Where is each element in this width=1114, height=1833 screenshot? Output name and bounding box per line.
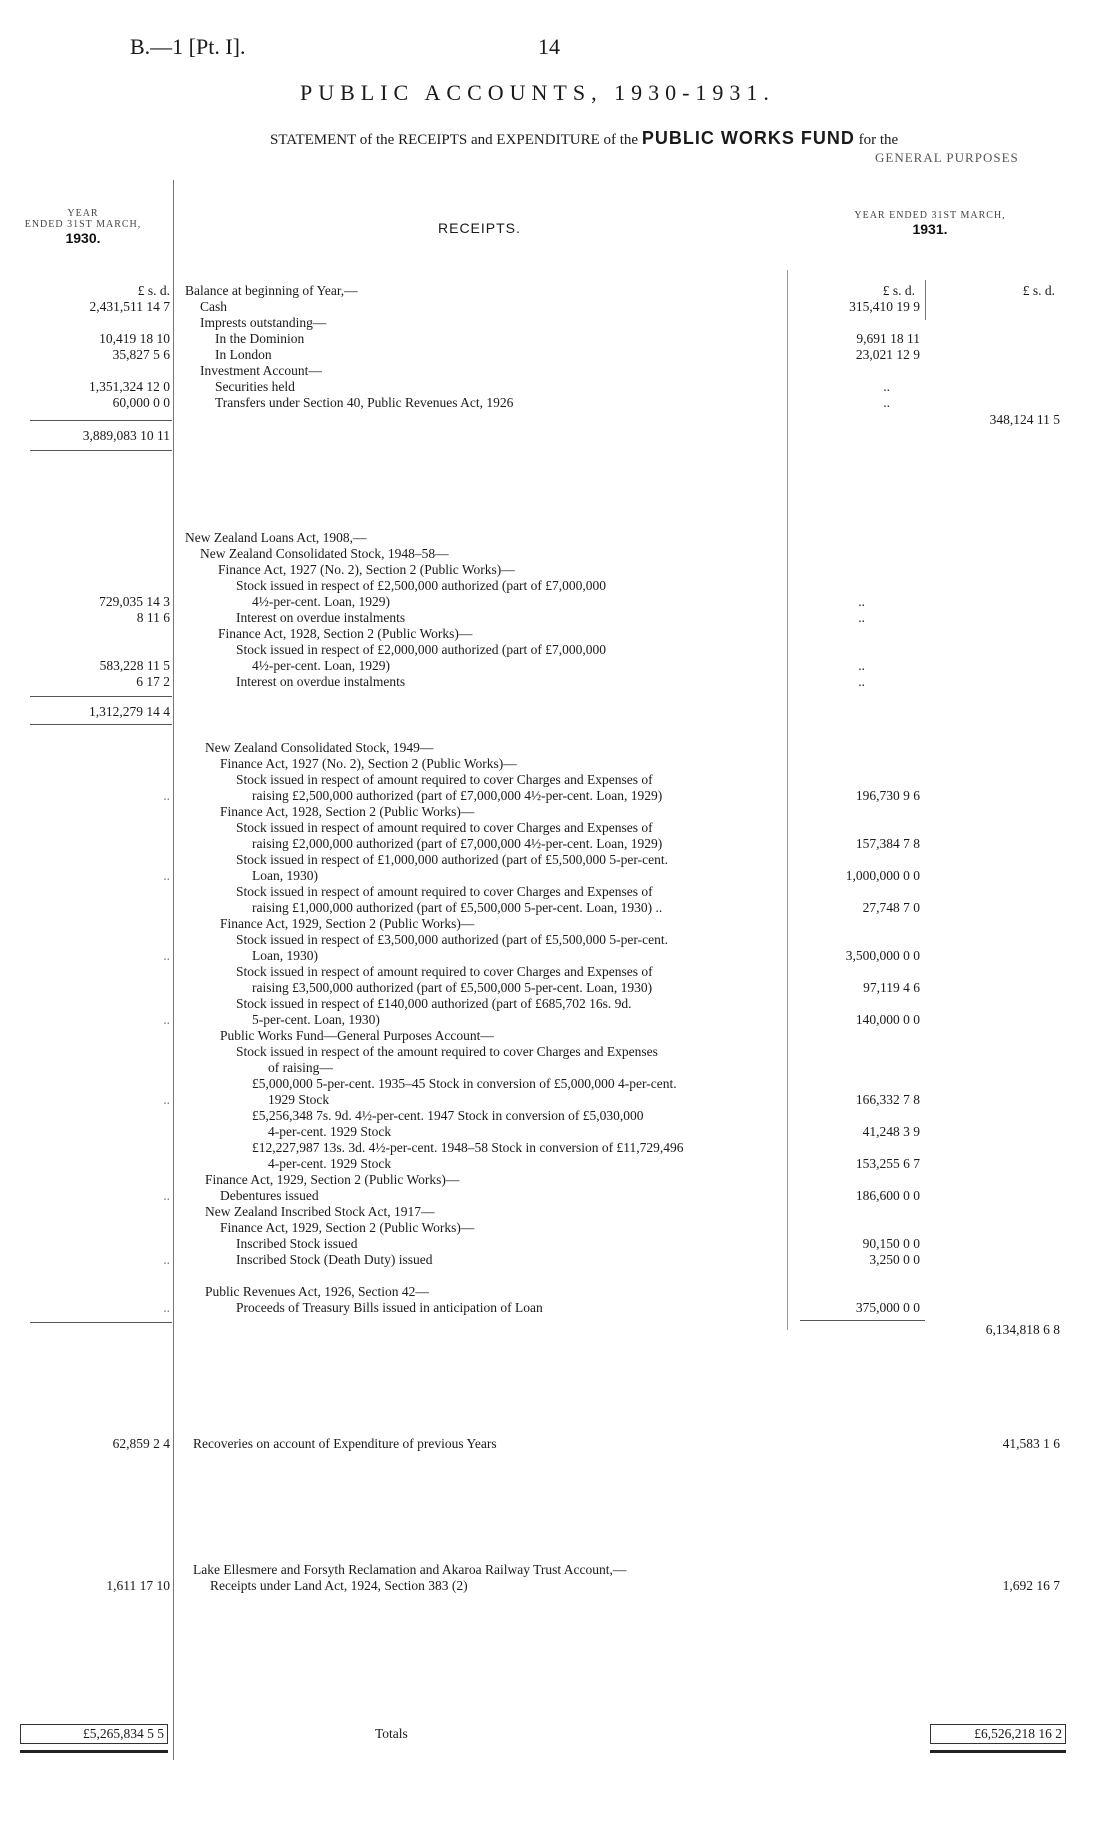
s3-line-23: 1929 Stock [268,1092,330,1107]
interest-1928-1930: 6 17 2 [136,674,170,689]
left-lsd-header: £ s. d. [137,283,170,298]
balance-total-1930: 3,889,083 10 11 [82,428,170,443]
transfers-label: Transfers under Section 40, Public Revenues Act, 1926 [215,395,514,410]
interest-1927-1931: .. [858,610,865,625]
securities-1931: .. [883,379,890,394]
s3-left-dots-7: .. [163,1252,170,1267]
dominion-1931: 9,691 18 11 [856,331,920,346]
left-column-rule [173,180,174,1760]
totals-label: Totals [375,1726,408,1741]
s3-value-16: 97,119 4 6 [863,980,920,995]
totals-right-double-rule [930,1750,1066,1753]
stock-1928-1931: .. [858,658,865,673]
sec2-left-rule [30,696,172,697]
interest-1927-1930: 8 11 6 [136,610,170,625]
stock-1928-1930: 583,228 11 5 [99,658,170,673]
recoveries-1931: 41,583 1 6 [1002,1436,1060,1451]
interest-overdue-1927: Interest on overdue instalments [236,610,406,625]
s3-left-rule [30,1322,172,1323]
s3-line-17: Stock issued in respect of £140,000 authorized (part of £685,702 16s. 9d. [236,996,632,1011]
s3-line-22: £5,000,000 5-per-cent. 1935–45 Stock in conversion of £5,000,000 4-per-cent. [252,1076,677,1091]
statement-subtitle [270,128,898,149]
s3-line-31: Finance Act, 1929, Section 2 (Public Works)— [220,1220,475,1235]
stock-issued-1928-line1: Stock issued in respect of £2,000,000 authorized (part of £7,000,000 [236,642,607,657]
stock-issued-1928-line2: 4½-per-cent. Loan, 1929) [252,658,391,673]
london-1930: 35,827 5 6 [112,347,170,362]
s3-line-4: raising £2,500,000 authorized (part of £7,000,000 4½-per-cent. Loan, 1929) [252,788,663,803]
cash-label: Cash [200,299,227,314]
sec2-left-rule-bottom [30,724,172,725]
subtitle-part-c: for the [858,132,899,148]
nz-loans-act-heading: New Zealand Loans Act, 1908,— [185,530,367,545]
s3-left-dots-1: .. [163,788,170,803]
s3-left-dots-3: .. [163,948,170,963]
s3-line-33: Inscribed Stock (Death Duty) issued [236,1252,433,1267]
interest-1928-1931: .. [858,674,865,689]
s3-total-1931: 6,134,818 6 8 [985,1322,1060,1337]
s3-value-33: 3,250 0 0 [869,1252,920,1267]
london-label: In London [215,347,272,362]
lake-ellesmere-1931: 1,692 16 7 [1002,1578,1060,1593]
s3-line-30: New Zealand Inscribed Stock Act, 1917— [205,1204,435,1219]
s3-line-26: £12,227,987 13s. 3d. 4½-per-cent. 1948–58 Stock in conversion of £11,729,496 [252,1140,684,1155]
s3-line-18: 5-per-cent. Loan, 1930) [252,1012,380,1027]
right-year-label: YEAR ENDED 31ST MARCH, [854,210,1006,221]
s3-line-32: Inscribed Stock issued [236,1236,358,1251]
stock-1927-1930: 729,035 14 3 [99,594,170,609]
s3-left-dots-2: .. [163,868,170,883]
left-year-label-ended: ENDED 31ST MARCH, [24,219,142,230]
left-year-header [8,208,158,246]
s3-value-25: 41,248 3 9 [862,1124,920,1139]
dominion-label: In the Dominion [215,331,305,346]
s3-line-10: Stock issued in respect of amount required to cover Charges and Expenses of [236,884,653,899]
transfers-1930: 60,000 0 0 [112,395,170,410]
s3-line-14: Loan, 1930) [252,948,318,963]
page-number: 14 [538,34,560,59]
s3-value-23: 166,332 7 8 [855,1092,920,1107]
s3-line-16: raising £3,500,000 authorized (part of £5,500,000 5-per-cent. Loan, 1930) [252,980,653,995]
nz-loans-total-1930: 1,312,279 14 4 [89,704,170,719]
london-1931: 23,021 12 9 [855,347,920,362]
s3-line-15: Stock issued in respect of amount required to cover Charges and Expenses of [236,964,653,979]
s3-line-3: Stock issued in respect of amount required to cover Charges and Expenses of [236,772,653,787]
s3-line-13: Stock issued in respect of £3,500,000 authorized (part of £5,500,000 5-per-cent. [236,932,668,947]
s3-line-35: Proceeds of Treasury Bills issued in anticipation of Loan [236,1300,543,1315]
s3-value-32: 90,150 0 0 [862,1236,920,1251]
right-lsd-header-1: £ s. d. [882,283,915,298]
s3-line-7: raising £2,000,000 authorized (part of £7,000,000 4½-per-cent. Loan, 1929) [252,836,663,851]
transfers-1931: .. [883,395,890,410]
left-year-value: 1930. [65,230,101,246]
s3-line-11: raising £1,000,000 authorized (part of £5,500,000 5-per-cent. Loan, 1930) .. [252,900,663,915]
stock-1927-1931: .. [858,594,865,609]
s3-line-25: 4-per-cent. 1929 Stock [268,1124,392,1139]
s3-left-dots-6: .. [163,1188,170,1203]
dominion-1930: 10,419 18 10 [99,331,170,346]
totals-1930: £5,265,834 5 5 [20,1724,168,1744]
s3-left-dots-4: .. [163,1012,170,1027]
nz-consolidated-stock-heading: New Zealand Consolidated Stock, 1948–58— [200,546,449,561]
right-year-header [830,210,1030,237]
finance-act-1928-heading: Finance Act, 1928, Section 2 (Public Works)— [218,626,473,641]
recoveries-1930: 62,859 2 4 [112,1436,170,1451]
totals-left-double-rule [20,1750,168,1753]
recoveries-label: Recoveries on account of Expenditure of previous Years [193,1436,497,1451]
interest-overdue-1928: Interest on overdue instalments [236,674,406,689]
finance-act-1927-heading: Finance Act, 1927 (No. 2), Section 2 (Public Works)— [218,562,515,577]
s3-line-8: Stock issued in respect of £1,000,000 authorized (part of £5,500,000 5-per-cent. [236,852,668,867]
s3-line-12: Finance Act, 1929, Section 2 (Public Works)— [220,916,475,931]
s3-line-27: 4-per-cent. 1929 Stock [268,1156,392,1171]
sec1-left-rule [30,420,172,421]
s3-value-7: 157,384 7 8 [855,836,920,851]
right-year-value: 1931. [912,221,948,237]
lake-ellesmere-1930: 1,611 17 10 [106,1578,170,1593]
s3-line-28: Finance Act, 1929, Section 2 (Public Works)— [205,1172,460,1187]
s3-value-14: 3,500,000 0 0 [845,948,920,963]
s3-value-27: 153,255 6 7 [855,1156,920,1171]
s3-value-18: 140,000 0 0 [855,1012,920,1027]
cash-1931: 315,410 19 9 [849,299,920,314]
s3-value-9: 1,000,000 0 0 [845,868,920,883]
totals-1931: £6,526,218 16 2 [930,1724,1066,1744]
s3-line-29: Debentures issued [220,1188,319,1203]
sec1-left-rule-bottom [30,450,172,451]
s3-line-34: Public Revenues Act, 1926, Section 42— [205,1284,429,1299]
balance-heading: Balance at beginning of Year,— [185,283,358,298]
document-reference: B.—1 [Pt. I]. [130,34,246,59]
securities-label: Securities held [215,379,295,394]
stock-issued-1927-line2: 4½-per-cent. Loan, 1929) [252,594,391,609]
s3-value-29: 186,600 0 0 [855,1188,920,1203]
s3-line-6: Stock issued in respect of amount required to cover Charges and Expenses of [236,820,653,835]
s3-line-21: of raising— [268,1060,333,1075]
receipts-heading: RECEIPTS. [438,220,521,236]
s3-line-19: Public Works Fund—General Purposes Account— [220,1028,494,1043]
right-column-rule-b [925,280,926,320]
s3-value-35: 375,000 0 0 [855,1300,920,1315]
s3-left-dots-8: .. [163,1300,170,1315]
s3-left-dots-5: .. [163,1092,170,1107]
s3-value-11: 27,748 7 0 [862,900,920,915]
imprests-label: Imprests outstanding— [200,315,327,330]
right-column-rule-a [787,270,788,1330]
s3-line-2: Finance Act, 1927 (No. 2), Section 2 (Public Works)— [220,756,517,771]
s3-line-5: Finance Act, 1928, Section 2 (Public Works)— [220,804,475,819]
page-title: PUBLIC ACCOUNTS, 1930-1931. [300,80,775,105]
cash-1930: 2,431,511 14 7 [89,299,170,314]
left-year-label: YEAR [67,208,99,219]
subtitle-part-a: STATEMENT of the RECEIPTS and EXPENDITURE of the [270,132,639,148]
investment-label: Investment Account— [200,363,322,378]
lake-ellesmere-heading: Lake Ellesmere and Forsyth Reclamation and Akaroa Railway Trust Account,— [193,1562,627,1577]
subtitle-fund-name: PUBLIC WORKS FUND [641,128,855,148]
s3-value-4: 196,730 9 6 [855,788,920,803]
s3-right-rule [800,1320,925,1321]
stock-issued-1927-line1: Stock issued in respect of £2,500,000 authorized (part of £7,000,000 [236,578,607,593]
s3-line-24: £5,256,348 7s. 9d. 4½-per-cent. 1947 Stock in conversion of £5,030,000 [252,1108,644,1123]
s3-line-9: Loan, 1930) [252,868,318,883]
subtitle-general-purposes: GENERAL PURPOSES [875,150,1019,165]
balance-total-1931: 348,124 11 5 [989,412,1060,427]
s3-line-20: Stock issued in respect of the amount required to cover Charges and Expenses [236,1044,658,1059]
securities-1930: 1,351,324 12 0 [89,379,170,394]
nz-stock-1949-heading: New Zealand Consolidated Stock, 1949— [205,740,434,755]
lake-ellesmere-receipts: Receipts under Land Act, 1924, Section 383 (2) [210,1578,468,1593]
right-lsd-header-2: £ s. d. [1022,283,1055,298]
